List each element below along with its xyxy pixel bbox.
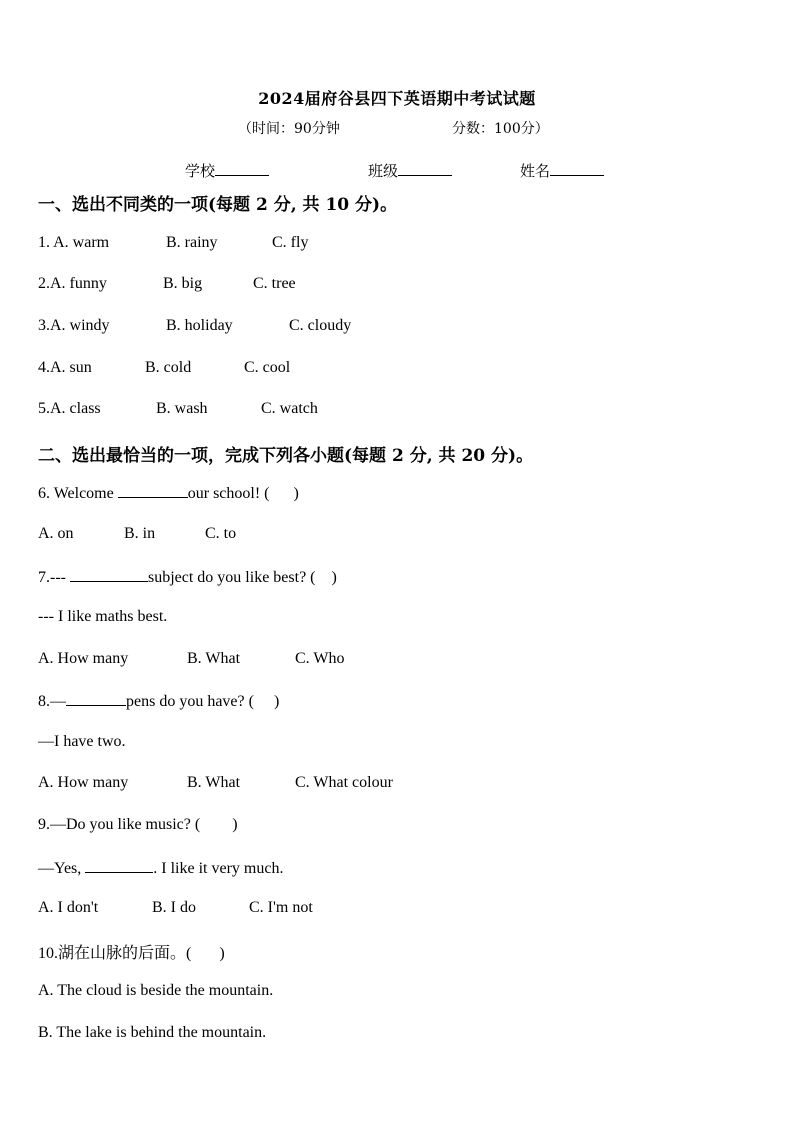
class-blank [398, 161, 452, 176]
q6-option-b: B. in [124, 525, 156, 542]
q9-option-c: C. I'm not [249, 899, 313, 916]
q4-option-b: B. cold [145, 359, 192, 376]
question-9: 9.—Do you like music? ( ) [38, 816, 238, 833]
q8-reply: —I have two. [38, 733, 126, 750]
q8-text-pre: 8.— [38, 693, 66, 710]
q7-reply: --- I like maths best. [38, 608, 168, 625]
q8-blank [66, 691, 126, 706]
q5-option-c: C. watch [261, 400, 318, 417]
q1-option-c: C. fly [272, 234, 309, 251]
q2-option-a: 2.A. funny [38, 275, 107, 292]
q5-option-a: 5.A. class [38, 400, 101, 417]
name-label: 姓名 [520, 162, 551, 180]
question-8 [38, 691, 279, 711]
q6-blank [118, 483, 188, 498]
q4-option-a: 4.A. sun [38, 359, 92, 376]
q3-option-c: C. cloudy [289, 317, 352, 334]
name-field [520, 160, 604, 181]
q6-text-pre: 6. Welcome [38, 485, 118, 502]
q7-option-b: B. What [187, 650, 241, 667]
q4-option-c: C. cool [244, 359, 291, 376]
q7-option-c: C. Who [295, 650, 345, 667]
q1-option-a: 1. A. warm [38, 234, 110, 251]
q7-text-post: subject do you like best? ( ) [147, 569, 337, 586]
q9-reply-pre: —Yes, [38, 860, 86, 877]
q8-option-a: A. How many [38, 774, 129, 791]
question-6 [38, 483, 299, 503]
q7-blank [70, 567, 148, 582]
q1-option-b: B. rainy [166, 234, 218, 251]
q2-option-b: B. big [163, 275, 203, 292]
exam-title: 2024届府谷县四下英语期中考试试题 [258, 89, 536, 108]
q10-option-b: B. The lake is behind the mountain. [38, 1024, 267, 1041]
class-label: 班级 [368, 162, 399, 180]
section1-heading: 一、选出不同类的一项(每题 2 分, 共 10 分)。 [38, 195, 398, 215]
q3-option-a: 3.A. windy [38, 317, 110, 334]
q8-text-post: pens do you have? ( ) [126, 693, 280, 710]
q6-option-a: A. on [38, 525, 74, 542]
question-10: 10.湖在山脉的后面。( ) [38, 945, 225, 962]
section2-heading: 二、选出最恰当的一项，完成下列各小题(每题 2 分, 共 20 分)。 [38, 446, 534, 466]
class-field [368, 160, 452, 181]
school-field [185, 160, 269, 181]
q6-text-post: our school! ( ) [187, 485, 299, 502]
q5-option-b: B. wash [156, 400, 208, 417]
q3-option-b: B. holiday [166, 317, 233, 334]
name-blank [550, 161, 604, 176]
q7-option-a: A. How many [38, 650, 129, 667]
q2-option-c: C. tree [253, 275, 296, 292]
q6-option-c: C. to [205, 525, 237, 542]
exam-score: 分数：100分） [452, 121, 549, 137]
q7-text-pre: 7.--- [38, 569, 70, 586]
school-blank [215, 161, 269, 176]
school-label: 学校 [185, 162, 216, 180]
q9-blank [85, 858, 153, 873]
q10-option-a: A. The cloud is beside the mountain. [38, 982, 274, 999]
q9-option-a: A. I don't [38, 899, 99, 916]
exam-time: （时间：90分钟 [238, 121, 340, 137]
q8-option-c: C. What colour [295, 774, 393, 791]
q9-reply [38, 858, 283, 878]
q9-reply-post: . I like it very much. [153, 860, 284, 877]
q8-option-b: B. What [187, 774, 241, 791]
q9-option-b: B. I do [152, 899, 196, 916]
question-7 [38, 567, 337, 587]
